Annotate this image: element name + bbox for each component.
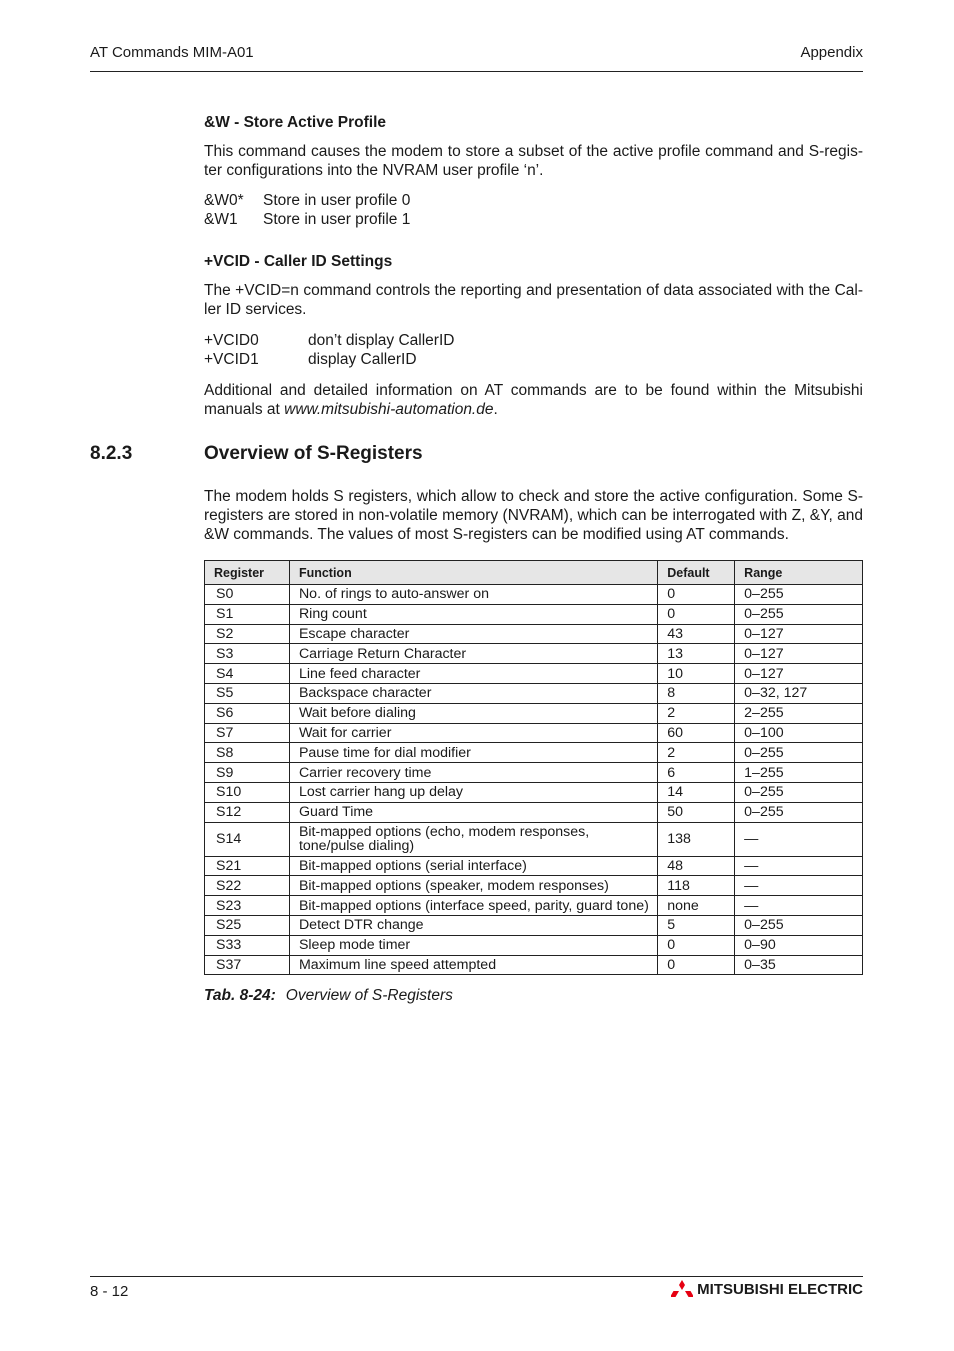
mitsubishi-logo-icon <box>671 1280 693 1298</box>
cell-default: 60 <box>658 723 735 743</box>
cell-function: Pause time for dial modifier <box>289 743 657 763</box>
table-row <box>205 955 863 975</box>
cell-default: 48 <box>658 856 735 876</box>
cell-function: Wait before dialing <box>289 703 657 723</box>
table-row <box>205 822 863 856</box>
table-body <box>205 585 863 975</box>
cell-range: — <box>735 896 863 916</box>
option-description: Store in user profile 0 <box>263 192 411 209</box>
cell-function: Bit-mapped options (echo, modem responses, tone/pulse dialing) <box>289 822 657 856</box>
table-row <box>205 723 863 743</box>
cell-range: 0–127 <box>735 624 863 644</box>
cell-range: 0–255 <box>735 915 863 935</box>
store-profile-text: This command causes the modem to store a subset of the active profile command and S-regis-ter configurations into the NVRAM user profile ‘n’. <box>204 143 863 179</box>
cell-function: Bit-mapped options (serial interface) <box>289 856 657 876</box>
cell-register: S9 <box>205 763 290 783</box>
option-description: don’t display CallerID <box>308 332 455 349</box>
cell-default: 50 <box>658 802 735 822</box>
table-row <box>205 683 863 703</box>
option-row <box>204 191 863 210</box>
cell-default: 138 <box>658 822 735 856</box>
caption-label: Tab. 8-24: <box>204 987 276 1004</box>
table-row <box>205 802 863 822</box>
table-row <box>205 876 863 896</box>
cell-range: 0–255 <box>735 585 863 605</box>
option-description: Store in user profile 1 <box>263 211 411 228</box>
caller-id-heading: +VCID - Caller ID Settings <box>204 253 393 270</box>
cell-register: S12 <box>205 802 290 822</box>
cell-register: S4 <box>205 664 290 684</box>
column-header-register: Register <box>205 561 290 585</box>
table-row <box>205 763 863 783</box>
cell-register: S0 <box>205 585 290 605</box>
header-title: AT Commands MIM-A01 <box>90 44 254 61</box>
cell-function: Escape character <box>289 624 657 644</box>
cell-range: 0–127 <box>735 664 863 684</box>
cell-register: S37 <box>205 955 290 975</box>
option-command: &W0* <box>204 192 244 209</box>
cell-default: 6 <box>658 763 735 783</box>
cell-register: S23 <box>205 896 290 916</box>
cell-range: 0–255 <box>735 802 863 822</box>
cell-register: S6 <box>205 703 290 723</box>
cell-register: S21 <box>205 856 290 876</box>
cell-register: S14 <box>205 822 290 856</box>
table-header-row <box>205 561 863 585</box>
table-caption <box>204 987 453 1005</box>
cell-function: Line feed character <box>289 664 657 684</box>
cell-function: Lost carrier hang up delay <box>289 782 657 802</box>
option-command: +VCID1 <box>204 351 259 368</box>
table-row <box>205 743 863 763</box>
cell-function: Wait for carrier <box>289 723 657 743</box>
caller-id-text: The +VCID=n command controls the reporting and presentation of data associated with the Cal-ler ID services. <box>204 282 863 318</box>
additional-text: Additional and detailed information on AT commands are to be found within the Mitsubishi manuals at <box>204 382 863 418</box>
table-row <box>205 782 863 802</box>
cell-function: Guard Time <box>289 802 657 822</box>
column-header-range: Range <box>735 561 863 585</box>
cell-range: 0–35 <box>735 955 863 975</box>
cell-range: 0–255 <box>735 782 863 802</box>
cell-default: 0 <box>658 585 735 605</box>
cell-range: 0–90 <box>735 935 863 955</box>
s-register-table <box>204 560 863 975</box>
table-row <box>205 624 863 644</box>
cell-range: 0–100 <box>735 723 863 743</box>
main-content <box>204 113 863 419</box>
cell-range: 0–255 <box>735 604 863 624</box>
cell-register: S3 <box>205 644 290 664</box>
cell-function: Backspace character <box>289 683 657 703</box>
cell-default: 14 <box>658 782 735 802</box>
cell-default: 0 <box>658 604 735 624</box>
cell-range: 0–32, 127 <box>735 683 863 703</box>
brand <box>671 1280 863 1298</box>
column-header-function: Function <box>289 561 657 585</box>
cell-function: Carriage Return Character <box>289 644 657 664</box>
cell-register: S2 <box>205 624 290 644</box>
cell-register: S10 <box>205 782 290 802</box>
header-section: Appendix <box>800 44 863 61</box>
cell-default: 118 <box>658 876 735 896</box>
header-rule <box>90 71 863 72</box>
table-row <box>205 664 863 684</box>
cell-register: S8 <box>205 743 290 763</box>
cell-default: none <box>658 896 735 916</box>
cell-register: S22 <box>205 876 290 896</box>
cell-function: No. of rings to auto-answer on <box>289 585 657 605</box>
option-command: +VCID0 <box>204 332 259 349</box>
cell-function: Bit-mapped options (speaker, modem responses) <box>289 876 657 896</box>
option-row <box>204 331 863 350</box>
cell-register: S7 <box>205 723 290 743</box>
table-row <box>205 585 863 605</box>
cell-register: S25 <box>205 915 290 935</box>
option-command: &W1 <box>204 211 238 228</box>
table-row <box>205 703 863 723</box>
website-link[interactable]: www.mitsubishi-automation.de <box>284 401 494 418</box>
cell-register: S33 <box>205 935 290 955</box>
cell-range: — <box>735 876 863 896</box>
table-row <box>205 915 863 935</box>
cell-range: — <box>735 822 863 856</box>
cell-function: Detect DTR change <box>289 915 657 935</box>
cell-function: Ring count <box>289 604 657 624</box>
cell-function: Carrier recovery time <box>289 763 657 783</box>
cell-range: 1–255 <box>735 763 863 783</box>
cell-range: 2–255 <box>735 703 863 723</box>
cell-default: 8 <box>658 683 735 703</box>
table-row <box>205 644 863 664</box>
cell-register: S1 <box>205 604 290 624</box>
cell-default: 0 <box>658 935 735 955</box>
table-row <box>205 604 863 624</box>
cell-default: 5 <box>658 915 735 935</box>
page-number: 8 - 12 <box>90 1283 129 1300</box>
section-title: Overview of S-Registers <box>204 443 423 464</box>
store-profile-heading: &W - Store Active Profile <box>204 114 387 131</box>
cell-function: Maximum line speed attempted <box>289 955 657 975</box>
footer-rule <box>90 1276 863 1277</box>
section-intro: The modem holds S registers, which allow to check and store the active configuration. Some S-registers are stored in non-volatile memory (NVRAM), which can be interrogated with Z, &Y, and &W commands. The values of most S-registers can be modified using AT commands. <box>204 488 863 543</box>
cell-function: Bit-mapped options (interface speed, parity, guard tone) <box>289 896 657 916</box>
table-row <box>205 935 863 955</box>
column-header-default: Default <box>658 561 735 585</box>
cell-range: 0–255 <box>735 743 863 763</box>
option-row <box>204 350 863 369</box>
option-row <box>204 210 863 229</box>
cell-default: 43 <box>658 624 735 644</box>
cell-default: 10 <box>658 664 735 684</box>
cell-default: 2 <box>658 703 735 723</box>
table-row <box>205 896 863 916</box>
cell-default: 0 <box>658 955 735 975</box>
additional-info <box>204 381 863 419</box>
cell-range: 0–127 <box>735 644 863 664</box>
cell-default: 2 <box>658 743 735 763</box>
cell-default: 13 <box>658 644 735 664</box>
table-row <box>205 856 863 876</box>
cell-register: S5 <box>205 683 290 703</box>
cell-range: — <box>735 856 863 876</box>
option-description: display CallerID <box>308 351 417 368</box>
section-number: 8.2.3 <box>90 443 133 464</box>
cell-function: Sleep mode timer <box>289 935 657 955</box>
caption-text: Overview of S-Registers <box>285 987 453 1004</box>
additional-end: . <box>493 401 498 418</box>
brand-name: MITSUBISHI ELECTRIC <box>697 1280 863 1298</box>
